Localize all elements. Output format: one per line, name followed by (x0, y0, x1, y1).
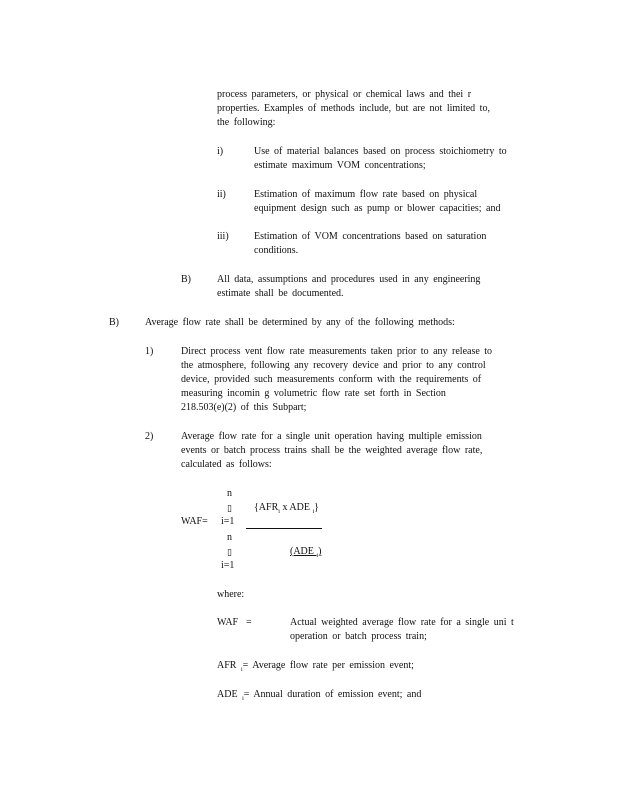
sum-symbol-icon: ▯ (227, 503, 232, 513)
item-b-inner-line-2: estimate shall be documented. (217, 288, 344, 299)
method-i-line-1: Use of material balances based on process stoichiometry to (254, 146, 507, 157)
method-iii-number: iii) (217, 231, 229, 242)
fraction-bar (246, 528, 322, 529)
def-ade-term: ADE (217, 689, 238, 700)
subitem-2-line-3: calculated as follows: (181, 459, 272, 470)
numerator-sub-2: i (312, 509, 315, 515)
method-ii-line-2: equipment design such as pump or blower capacities; and (254, 203, 501, 214)
denominator-close: ) (318, 546, 322, 557)
subitem-2-number: 2) (145, 431, 154, 442)
def-waf-equals: = (246, 617, 252, 628)
subitem-1-line-3: device, provided such measurements conform with the requirements of (181, 374, 482, 385)
method-iii-line-1: Estimation of VOM concentrations based on saturation (254, 231, 487, 242)
subitem-1-line-1: Direct process vent flow rate measurements taken prior to any release to (181, 346, 493, 357)
numerator-mid: x ADE (282, 502, 310, 513)
def-ade-text: = Annual duration of emission event; and (243, 689, 422, 700)
subitem-1-number: 1) (145, 346, 154, 357)
sum-upper-limit: n (227, 488, 232, 499)
method-iii-line-2: conditions. (254, 245, 299, 256)
intro-line-1: process parameters, or physical or chemical laws and thei r (217, 89, 472, 100)
def-waf-line-1: Actual weighted average flow rate for a single uni t (290, 617, 514, 628)
den-sum-lower-limit: i=1 (221, 560, 235, 571)
method-ii-line-1: Estimation of maximum flow rate based on physical (254, 189, 478, 200)
item-b-inner-line-1: All data, assumptions and procedures used in any engineering (217, 274, 481, 285)
subitem-2-line-2: events or batch process trains shall be the weighted average flow rate, (181, 445, 483, 456)
def-afr-sub: i (240, 667, 243, 673)
method-i-number: i) (217, 146, 224, 157)
numerator-afr: {AFR (254, 502, 279, 513)
def-afr (217, 659, 414, 674)
sum-lower-limit: i=1 (221, 516, 235, 527)
formula-denominator (290, 545, 321, 560)
def-ade-sub: i (242, 696, 244, 702)
def-afr-term: AFR (217, 660, 237, 671)
where-label: where: (217, 589, 245, 600)
numerator-sub-1: i (278, 509, 280, 515)
subitem-1-line-5: 218.503(e)(2) of this Subpart; (181, 402, 307, 413)
method-ii-number: ii) (217, 189, 226, 200)
method-i-line-2: estimate maximum VOM concentrations; (254, 160, 426, 171)
formula-numerator (254, 501, 319, 516)
def-waf-line-2: operation or batch process train; (290, 631, 427, 642)
subitem-2-line-1: Average flow rate for a single unit operation having multiple emission (181, 431, 482, 442)
item-b-outer-label: B) (109, 317, 119, 328)
formula-lhs: WAF= (181, 516, 208, 527)
subitem-1-line-2: the atmosphere, following any recovery device and prior to any control (181, 360, 486, 371)
denominator-ade: (ADE (290, 546, 314, 557)
item-b-inner-label: B) (181, 274, 191, 285)
item-b-outer-text: Average flow rate shall be determined by any of the following methods: (145, 317, 455, 328)
denominator-sub: i (316, 553, 319, 559)
numerator-close: } (314, 502, 319, 513)
intro-line-3: the following: (217, 117, 276, 128)
den-sum-upper-limit: n (227, 532, 232, 543)
intro-line-2: properties. Examples of methods include, but are not limited to, (217, 103, 490, 114)
def-waf-term: WAF (217, 617, 239, 628)
subitem-1-line-4: measuring incomin g volumetric flow rate set forth in Section (181, 388, 446, 399)
def-afr-text: = Average flow rate per emission event; (242, 660, 414, 671)
def-ade (217, 688, 421, 703)
den-sum-symbol-icon: ▯ (227, 547, 232, 557)
